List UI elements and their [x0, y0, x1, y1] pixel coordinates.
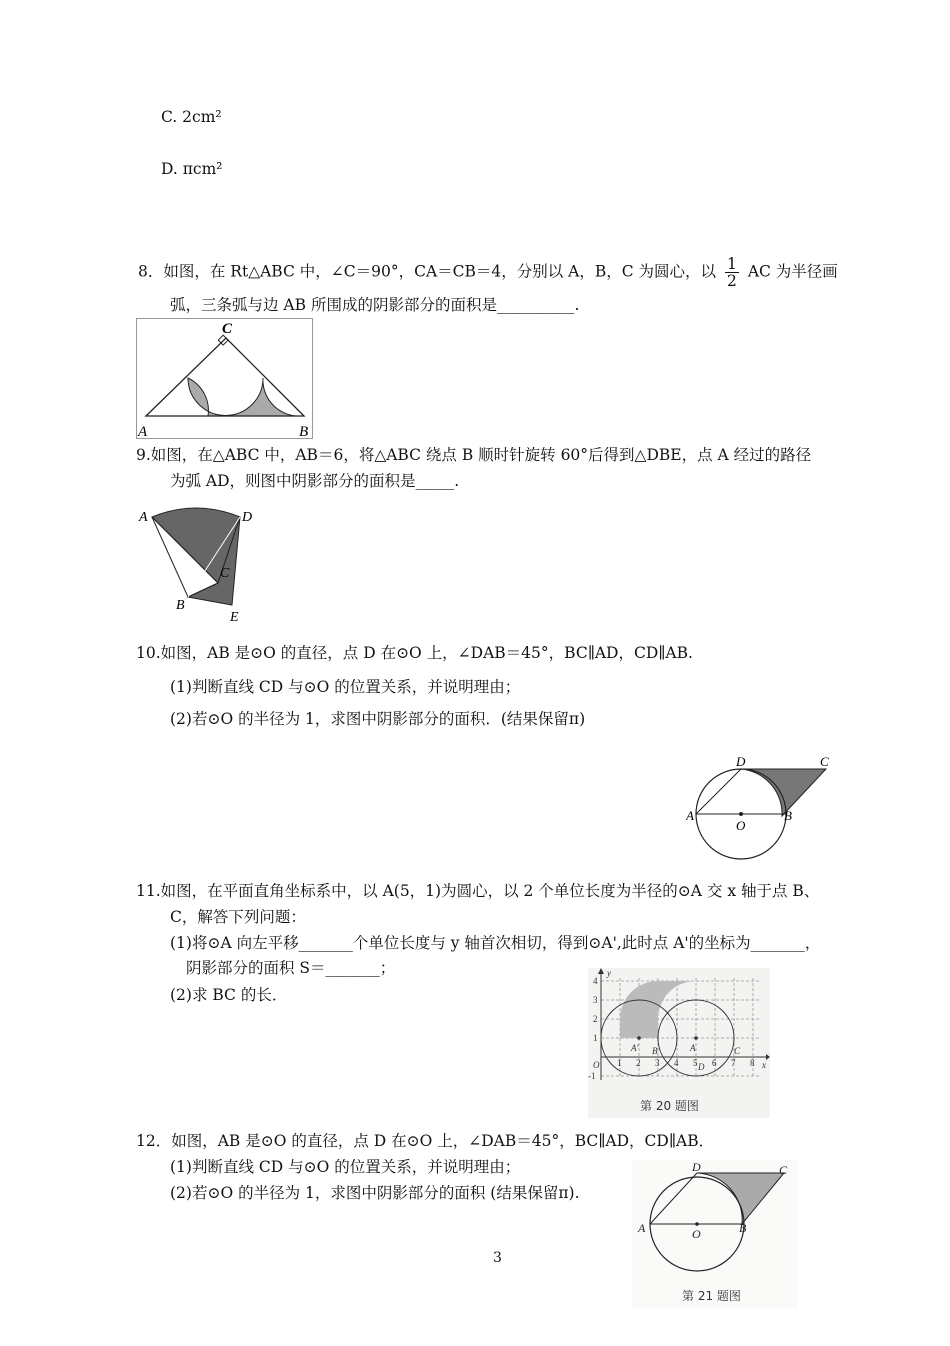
q11-label-c: C — [734, 1046, 741, 1056]
q8-text-a: 8．如图，在 Rt△ABC 中，∠C＝90°，CA＝CB＝4，分别以 A，B，C 为圆心，以 — [138, 262, 717, 281]
page-number: 3 — [493, 1250, 502, 1266]
q11-origin-label: O — [593, 1060, 600, 1070]
q11-label-b: B — [652, 1046, 658, 1056]
q11-tick-y-3: 3 — [593, 995, 598, 1005]
q11-tick-x-1: 1 — [617, 1058, 622, 1068]
q12-sub1: (1)判断直线 CD 与⊙O 的位置关系，并说明理由； — [170, 1158, 521, 1176]
q11-center-a-prime — [637, 1036, 641, 1040]
q9-label-e: E — [230, 610, 239, 625]
q8-text-b: AC 为半径画 — [747, 262, 838, 281]
q10-label-c: C — [820, 754, 829, 769]
q11-figure — [588, 968, 770, 1118]
q11-tick-x-7: 7 — [731, 1058, 736, 1068]
q11-tick-x-3: 3 — [655, 1058, 660, 1068]
q11-tick-x-4: 4 — [674, 1058, 679, 1068]
q12-sub2: (2)若⊙O 的半径为 1，求图中阴影部分的面积 (结果保留π). — [170, 1184, 580, 1202]
q10-figure — [686, 752, 838, 862]
q10-label-a: A — [686, 808, 694, 823]
q11-tick-x-8: 8 — [750, 1058, 755, 1068]
q12-label-a: A — [638, 1221, 646, 1235]
q11-figure-bg — [588, 968, 770, 1118]
q11-label-a-prime: A' — [631, 1043, 639, 1053]
option-c: C. 2cm² — [161, 108, 222, 126]
q9-label-d: D — [242, 510, 253, 525]
q11-tick-y-4: 4 — [593, 976, 598, 986]
q9-label-a: A — [139, 510, 148, 525]
q12-center-dot — [695, 1222, 699, 1226]
q8-fraction — [725, 256, 739, 289]
q12-label-d: D — [692, 1160, 701, 1174]
q8-label-c: C — [222, 321, 233, 337]
q12-label-b: B — [739, 1221, 747, 1235]
q10-label-o: O — [736, 818, 746, 833]
q11-tick-x-2: 2 — [636, 1058, 641, 1068]
q8-frac-num: 1 — [727, 255, 737, 273]
q12-label-o: O — [692, 1227, 701, 1241]
q9-line1: 9.如图，在△ABC 中，AB＝6，将△ABC 绕点 B 顺时针旋转 60°后得到△DBE，点 A 经过的路径 — [136, 446, 812, 464]
q11-center-a — [694, 1036, 698, 1040]
q10-center-dot — [739, 812, 743, 816]
q10-line1: 10.如图，AB 是⊙O 的直径，点 D 在⊙O 上，∠DAB＝45°，BC∥AD，CD∥AB. — [136, 644, 693, 662]
q10-label-d: D — [736, 754, 746, 769]
q11-axis-y-label: y — [607, 968, 611, 978]
q11-line1: 11.如图，在平面直角坐标系中，以 A(5，1)为圆心，以 2 个单位长度为半径的⊙A 交 x 轴于点 B、 — [136, 882, 820, 900]
q9-figure — [136, 505, 266, 625]
q10-sub1: (1)判断直线 CD 与⊙O 的位置关系，并说明理由； — [170, 678, 521, 696]
q11-tick-x-6: 6 — [712, 1058, 717, 1068]
q8-label-b: B — [299, 424, 309, 440]
q11-tick-y-1: 1 — [593, 1033, 598, 1043]
q9-label-b: B — [176, 598, 185, 613]
q8-figure — [136, 318, 314, 440]
q11-tick-y-2: 2 — [593, 1014, 598, 1024]
q8-line1 — [138, 256, 838, 289]
q12-figure — [632, 1160, 798, 1308]
q11-sub2: (2)求 BC 的长． — [170, 986, 288, 1004]
q11-line2: C，解答下列问题： — [170, 908, 306, 926]
q11-sub1: (1)将⊙A 向左平移_______个单位长度与 y 轴首次相切，得到⊙A',此时点 A'的坐标为_______， — [170, 934, 821, 952]
q8-frac-den: 2 — [727, 272, 737, 290]
q11-tick-y-neg1: -1 — [588, 1071, 596, 1081]
q11-sub1b: 阴影部分的面积 S＝_______； — [186, 959, 396, 977]
q11-tick-x-5: 5 — [693, 1058, 698, 1068]
q11-caption: 第 20 题图 — [640, 1099, 699, 1113]
q10-label-b: B — [784, 808, 792, 823]
q12-label-c: C — [779, 1163, 788, 1177]
q10-chord-ad — [696, 769, 741, 814]
q11-axis-x-label: x — [762, 1060, 766, 1070]
q10-sub2: (2)若⊙O 的半径为 1，求图中阴影部分的面积．(结果保留π) — [170, 710, 586, 728]
option-d: D. πcm² — [161, 160, 223, 178]
q11-label-a: A — [690, 1043, 696, 1053]
q8-line2: 弧，三条弧与边 AB 所围成的阴影部分的面积是__________. — [170, 296, 580, 314]
q12-caption: 第 21 题图 — [682, 1289, 741, 1303]
q11-label-d: D — [698, 1062, 705, 1072]
q8-label-a: A — [138, 424, 148, 440]
q9-label-c: C — [220, 566, 230, 581]
q12-line1: 12．如图，AB 是⊙O 的直径，点 D 在⊙O 上，∠DAB＝45°，BC∥AD，CD∥AB． — [136, 1132, 715, 1150]
q9-line2: 为弧 AD，则图中阴影部分的面积是_____. — [170, 472, 460, 490]
